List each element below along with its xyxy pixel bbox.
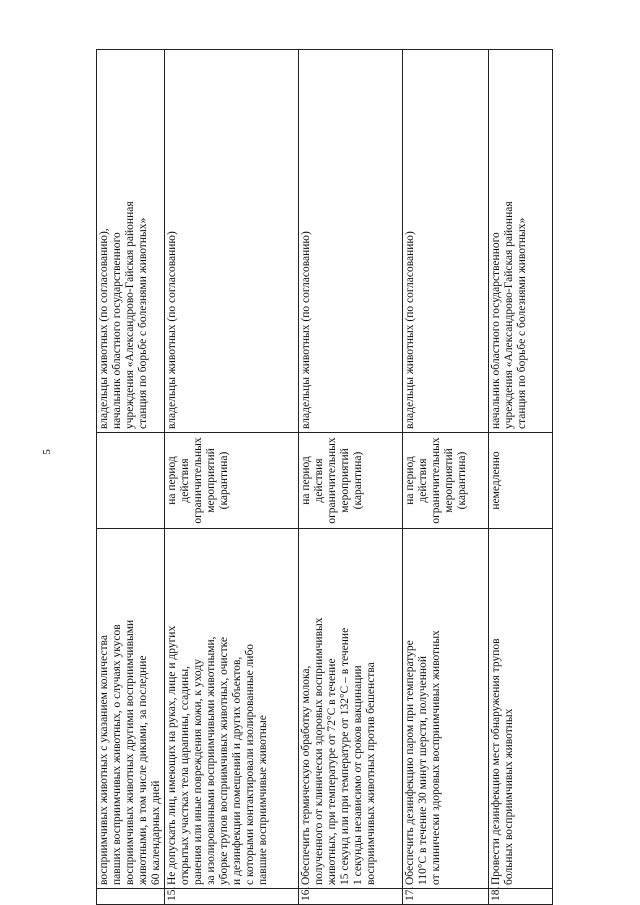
term-line: ограничительных: [192, 437, 204, 524]
term-cell: [165, 433, 299, 529]
task-line: Не допускать лиц, имеющих на руках, лице и других: [166, 625, 178, 885]
responsible-line: станция по борьбе с болезнями животных»: [137, 217, 149, 429]
task-line: и дезинфекции помещений и других объектов,: [231, 656, 243, 885]
row-number: 15.: [165, 889, 299, 905]
term-line: мероприятий: [339, 448, 351, 513]
table-row: [299, 50, 403, 905]
task-line: 60 календарных дней: [150, 780, 162, 885]
row-number: 18.: [489, 889, 553, 905]
measures-table-container: [96, 50, 550, 905]
task-line: восприимчивых животных с указанием количества: [98, 635, 110, 885]
responsible-line: владельцы животных (по согласованию): [404, 231, 416, 429]
responsible-line: станция по борьбе с болезнями животных»: [516, 217, 528, 429]
task-cell: [97, 529, 165, 889]
responsible-cell: [299, 50, 403, 433]
responsible-line: владельцы животных (по согласованию),: [98, 228, 110, 429]
responsible-line: владельцы животных (по согласованию): [300, 231, 312, 429]
row-number: [97, 889, 165, 905]
task-cell: [165, 529, 299, 889]
measures-table: [96, 49, 553, 905]
table-row: [403, 50, 489, 905]
task-line: Провести дезинфекцию мест обнаружения трупов: [490, 638, 502, 885]
task-cell: [489, 529, 553, 889]
task-line: восприимчивых животных против бешенства: [365, 662, 377, 885]
term-cell: [299, 433, 403, 529]
term-line: ограничительных: [326, 437, 338, 524]
term-line: действия: [417, 458, 429, 503]
task-line: полученного от клинически здоровых восприимчивых: [313, 617, 325, 885]
task-cell: [403, 529, 489, 889]
task-line: 110°C в течение 30 минут шерсти, полученной: [417, 656, 429, 885]
row-number: 16.: [299, 889, 403, 905]
term-line: действия: [313, 458, 325, 503]
table-row: [165, 50, 299, 905]
task-line: восприимчивых животных другими восприимчивыми: [124, 619, 136, 885]
term-line: на период: [404, 456, 416, 505]
task-line: от клинически здоровых восприимчивых животных: [430, 630, 442, 885]
term-cell: [403, 433, 489, 529]
task-line: животными, в том числе дикими, за последние: [137, 655, 149, 885]
term-line: на период: [300, 456, 312, 505]
task-line: больных восприимчивых животных: [503, 708, 515, 885]
term-cell: [97, 433, 165, 529]
task-line: открытых участках тела царапины, ссадины,: [179, 666, 191, 885]
term-line: на период: [166, 456, 178, 505]
term-line: ограничительных: [430, 437, 442, 524]
page-number: 5: [41, 449, 53, 455]
task-line: павших восприимчивых животных, о случаях укусов: [111, 624, 123, 885]
responsible-cell: [489, 50, 553, 433]
row-number: 17.: [403, 889, 489, 905]
task-line: павшие восприимчивые животные: [257, 715, 269, 885]
term-line: мероприятий: [443, 448, 455, 513]
task-line: за изолированными восприимчивыми животными,: [205, 636, 217, 885]
table-row: [489, 50, 553, 905]
task-line: уборке трупов восприимчивых животных, очистке: [218, 636, 230, 885]
task-line: с которыми контактировали изолированные либо: [244, 643, 256, 885]
responsible-line: начальник областного государственного: [111, 232, 123, 429]
term-line: (карантина): [352, 451, 364, 510]
term-line: (карантина): [456, 451, 468, 510]
term-cell: [489, 433, 553, 529]
responsible-cell: [97, 50, 165, 433]
task-line: 15 секунд или при температуре от 132°C – в течение: [339, 627, 351, 885]
responsible-line: учреждения «Александрово-Гайская районная: [124, 201, 136, 429]
task-cell: [299, 529, 403, 889]
term-line: немедленно: [490, 451, 502, 510]
term-line: (карантина): [218, 451, 230, 510]
responsible-line: начальник областного государственного: [490, 232, 502, 429]
responsible-cell: [403, 50, 489, 433]
task-line: 1 секунды независимо от сроков вакцинации: [352, 665, 364, 885]
responsible-cell: [165, 50, 299, 433]
responsible-line: учреждения «Александрово-Гайская районная: [503, 201, 515, 429]
term-line: мероприятий: [205, 448, 217, 513]
task-line: Обеспечить дезинфекцию паром при температуре: [404, 640, 416, 885]
task-line: Обеспечить термическую обработку молока,: [300, 665, 312, 885]
term-line: действия: [179, 458, 191, 503]
task-line: животных, при температуре от 72°C в течение: [326, 658, 338, 885]
task-line: ранения или иные повреждения кожи, к уходу: [192, 659, 204, 885]
table-row: [97, 50, 165, 905]
responsible-line: владельцы животных (по согласованию): [166, 231, 178, 429]
